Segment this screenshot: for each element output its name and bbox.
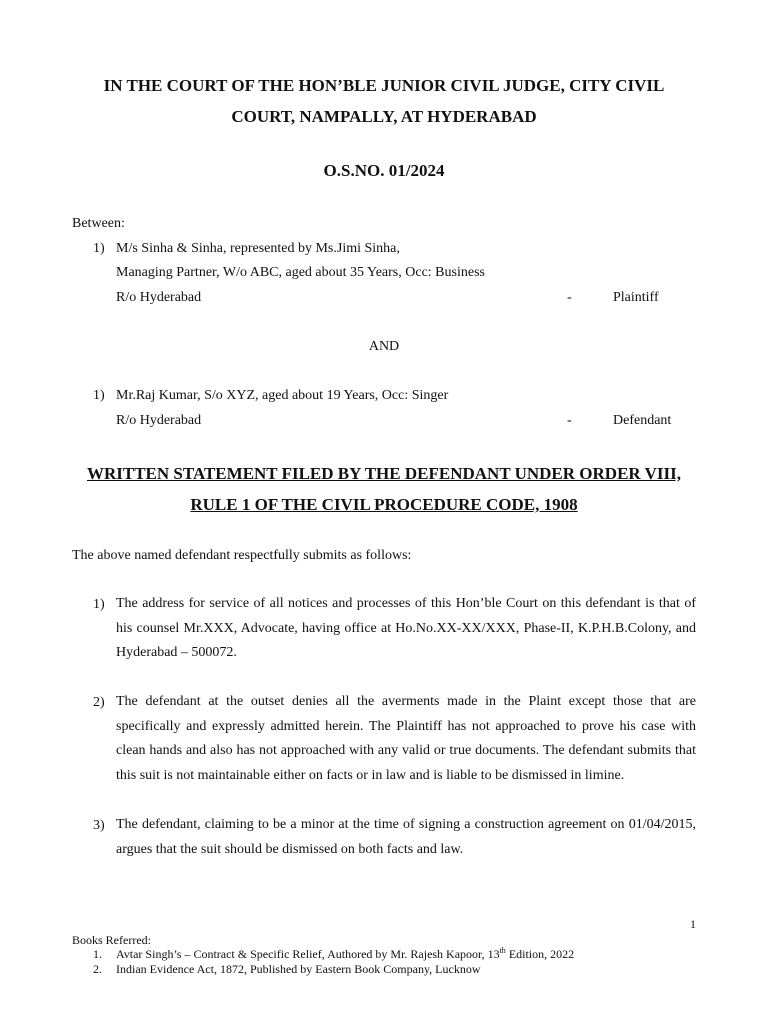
book-1-text-end: Edition, 2022 — [505, 947, 575, 961]
paragraph-2-text: The defendant at the outset denies all the averments made in the Plaint except those that are specifically and expressly admitted herein. The Plaintiff has not approached to prove his case with clean hands and also has not approached with any valid or true documents. The defendant submits that this suit is not maintainable either on facts or in law and is liable to be dismissed in limine. — [116, 694, 696, 783]
written-statement-title-line-1: WRITTEN STATEMENT FILED BY THE DEFENDANT UNDER ORDER VIII, — [86, 464, 682, 483]
plaintiff-number: 1) — [93, 241, 105, 256]
paragraph-1-number: 1) — [93, 597, 105, 612]
books-referred-heading: Books Referred: — [72, 933, 151, 947]
plaintiff-role: Plaintiff — [613, 290, 659, 305]
plaintiff-dash: - — [567, 290, 572, 305]
book-1-reference — [116, 947, 574, 962]
page-number: 1 — [690, 917, 696, 931]
book-1-ordinal: th — [499, 946, 506, 955]
defendant-line-2: R/o Hyderabad — [116, 413, 202, 428]
book-1-number: 1. — [93, 947, 102, 961]
court-heading-line-1: IN THE COURT OF THE HON’BLE JUNIOR CIVIL JUDGE, CITY CIVIL — [103, 76, 665, 95]
written-statement-title-line-2: RULE 1 OF THE CIVIL PROCEDURE CODE, 1908 — [190, 495, 578, 514]
intro-text: The above named defendant respectfully submits as follows: — [72, 548, 412, 563]
plaintiff-line-2: Managing Partner, W/o ABC, aged about 35 Years, Occ: Business — [116, 265, 485, 280]
paragraph-2-number: 2) — [93, 695, 105, 710]
court-heading — [72, 70, 696, 132]
and-separator: AND — [368, 339, 400, 354]
plaintiff-line-1: M/s Sinha & Sinha, represented by Ms.Jimi Sinha, — [116, 241, 400, 256]
suit-number: O.S.NO. 01/2024 — [323, 161, 445, 180]
defendant-role: Defendant — [613, 413, 672, 428]
book-2-reference: Indian Evidence Act, 1872, Published by Eastern Book Company, Lucknow — [116, 962, 481, 976]
defendant-line-1: Mr.Raj Kumar, S/o XYZ, aged about 19 Years, Occ: Singer — [116, 388, 449, 403]
defendant-dash: - — [567, 413, 572, 428]
paragraph-3-text: The defendant, claiming to be a minor at the time of signing a construction agreement on 01/04/2015, argues that the suit should be dismissed on both facts and law. — [116, 817, 696, 857]
defendant-number: 1) — [93, 388, 105, 403]
book-1-text: Avtar Singh’s – Contract & Specific Relief, Authored by Mr. Rajesh Kapoor, 13 — [116, 947, 500, 961]
paragraph-3-number: 3) — [93, 818, 105, 833]
book-2-number: 2. — [93, 962, 102, 976]
between-label: Between: — [72, 216, 125, 231]
plaintiff-line-3: R/o Hyderabad — [116, 290, 202, 305]
court-heading-line-2: COURT, NAMPALLY, AT HYDERABAD — [231, 107, 537, 126]
written-statement-title — [72, 458, 696, 520]
paragraph-1-text: The address for service of all notices and processes of this Hon’ble Court on this defendant is that of his counsel Mr.XXX, Advocate, having office at Ho.No.XX-XX/XXX, Phase-II, K.P.H.B.Colony, and Hyderabad – 500072. — [116, 596, 696, 660]
